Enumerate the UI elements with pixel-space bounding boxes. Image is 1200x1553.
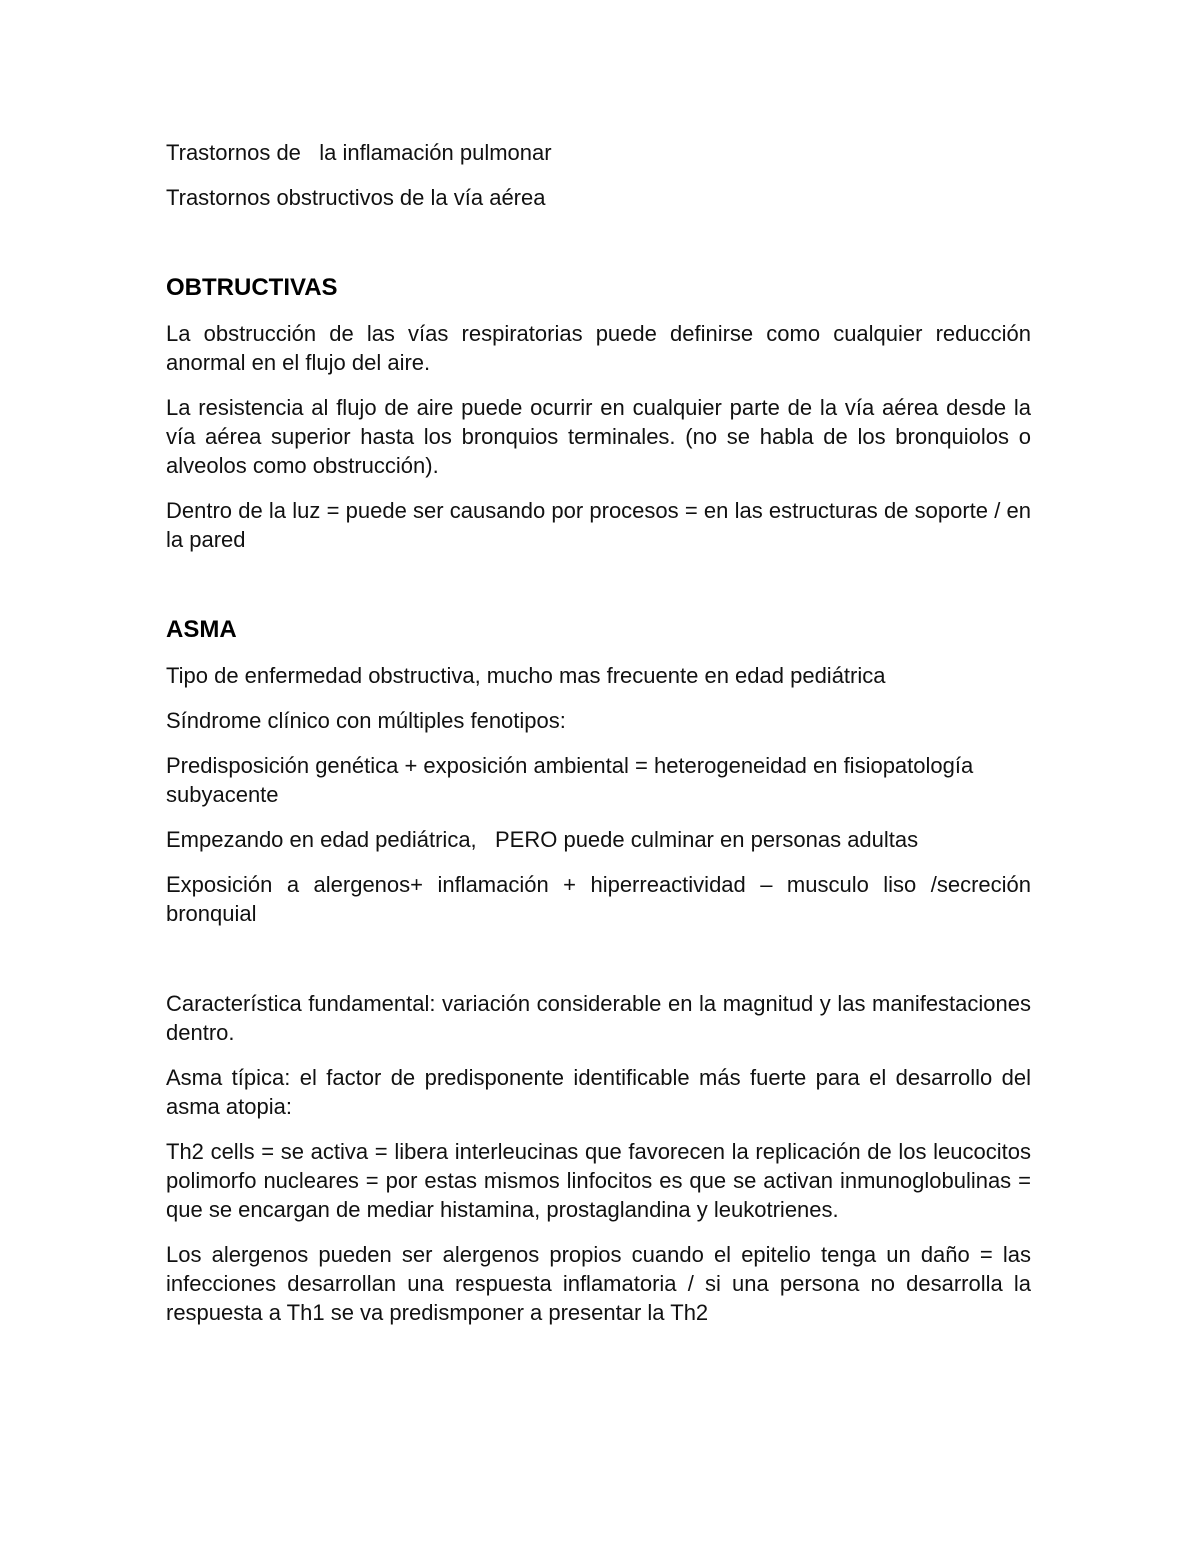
paragraph: Síndrome clínico con múltiples fenotipos: [166,708,566,733]
paragraph: Tipo de enfermedad obstructiva, mucho mas frecuente en edad pediátrica [166,663,886,688]
paragraph: Empezando en edad pediátrica, PERO puede culminar en personas adultas [166,827,919,852]
paragraph: Exposición a alergenos+ inflamación + hiperreactividad – musculo liso /secreción bronquial [166,872,1031,926]
paragraph: Th2 cells = se activa = libera interleucinas que favorecen la replicación de los leucocitos polimorfo nucleares = por estas mismos linfocitos es que se activan inmunoglobulinas = que se encargan de mediar histamina, prostaglandina y leukotrienes. [166,1139,1031,1222]
intro-line-2: Trastornos obstructivos de la vía aérea [166,185,546,210]
spacer [166,228,1031,273]
section-heading-asma: ASMA [166,616,237,643]
document-body [166,138,1031,1343]
paragraph: Los alergenos pueden ser alergenos propios cuando el epitelio tenga un daño = las infecciones desarrollan una respuesta inflamatoria / si una persona no desarrolla la respuesta a Th1 se va predismponer a presentar la Th2 [166,1242,1031,1325]
spacer [166,570,1031,615]
spacer [166,944,1031,989]
paragraph: La obstrucción de las vías respiratorias puede definirse como cualquier reducción anormal en el flujo del aire. [166,321,1031,375]
paragraph: La resistencia al flujo de aire puede ocurrir en cualquier parte de la vía aérea desde la vía aérea superior hasta los bronquios terminales. (no se habla de los bronquiolos o alveolos como obstrucción). [166,395,1031,478]
intro-line-1: Trastornos de la inflamación pulmonar [166,140,552,165]
paragraph: Asma típica: el factor de predisponente identificable más fuerte para el desarrollo del asma atopia: [166,1065,1031,1119]
paragraph: Predisposición genética + exposición ambiental = heterogeneidad en fisiopatología subyacente [166,753,974,807]
section-heading-obstructivas: OBTRUCTIVAS [166,274,338,301]
paragraph: Dentro de la luz = puede ser causando por procesos = en las estructuras de soporte / en la pared [166,498,1031,552]
paragraph: Característica fundamental: variación considerable en la magnitud y las manifestaciones dentro. [166,991,1031,1045]
